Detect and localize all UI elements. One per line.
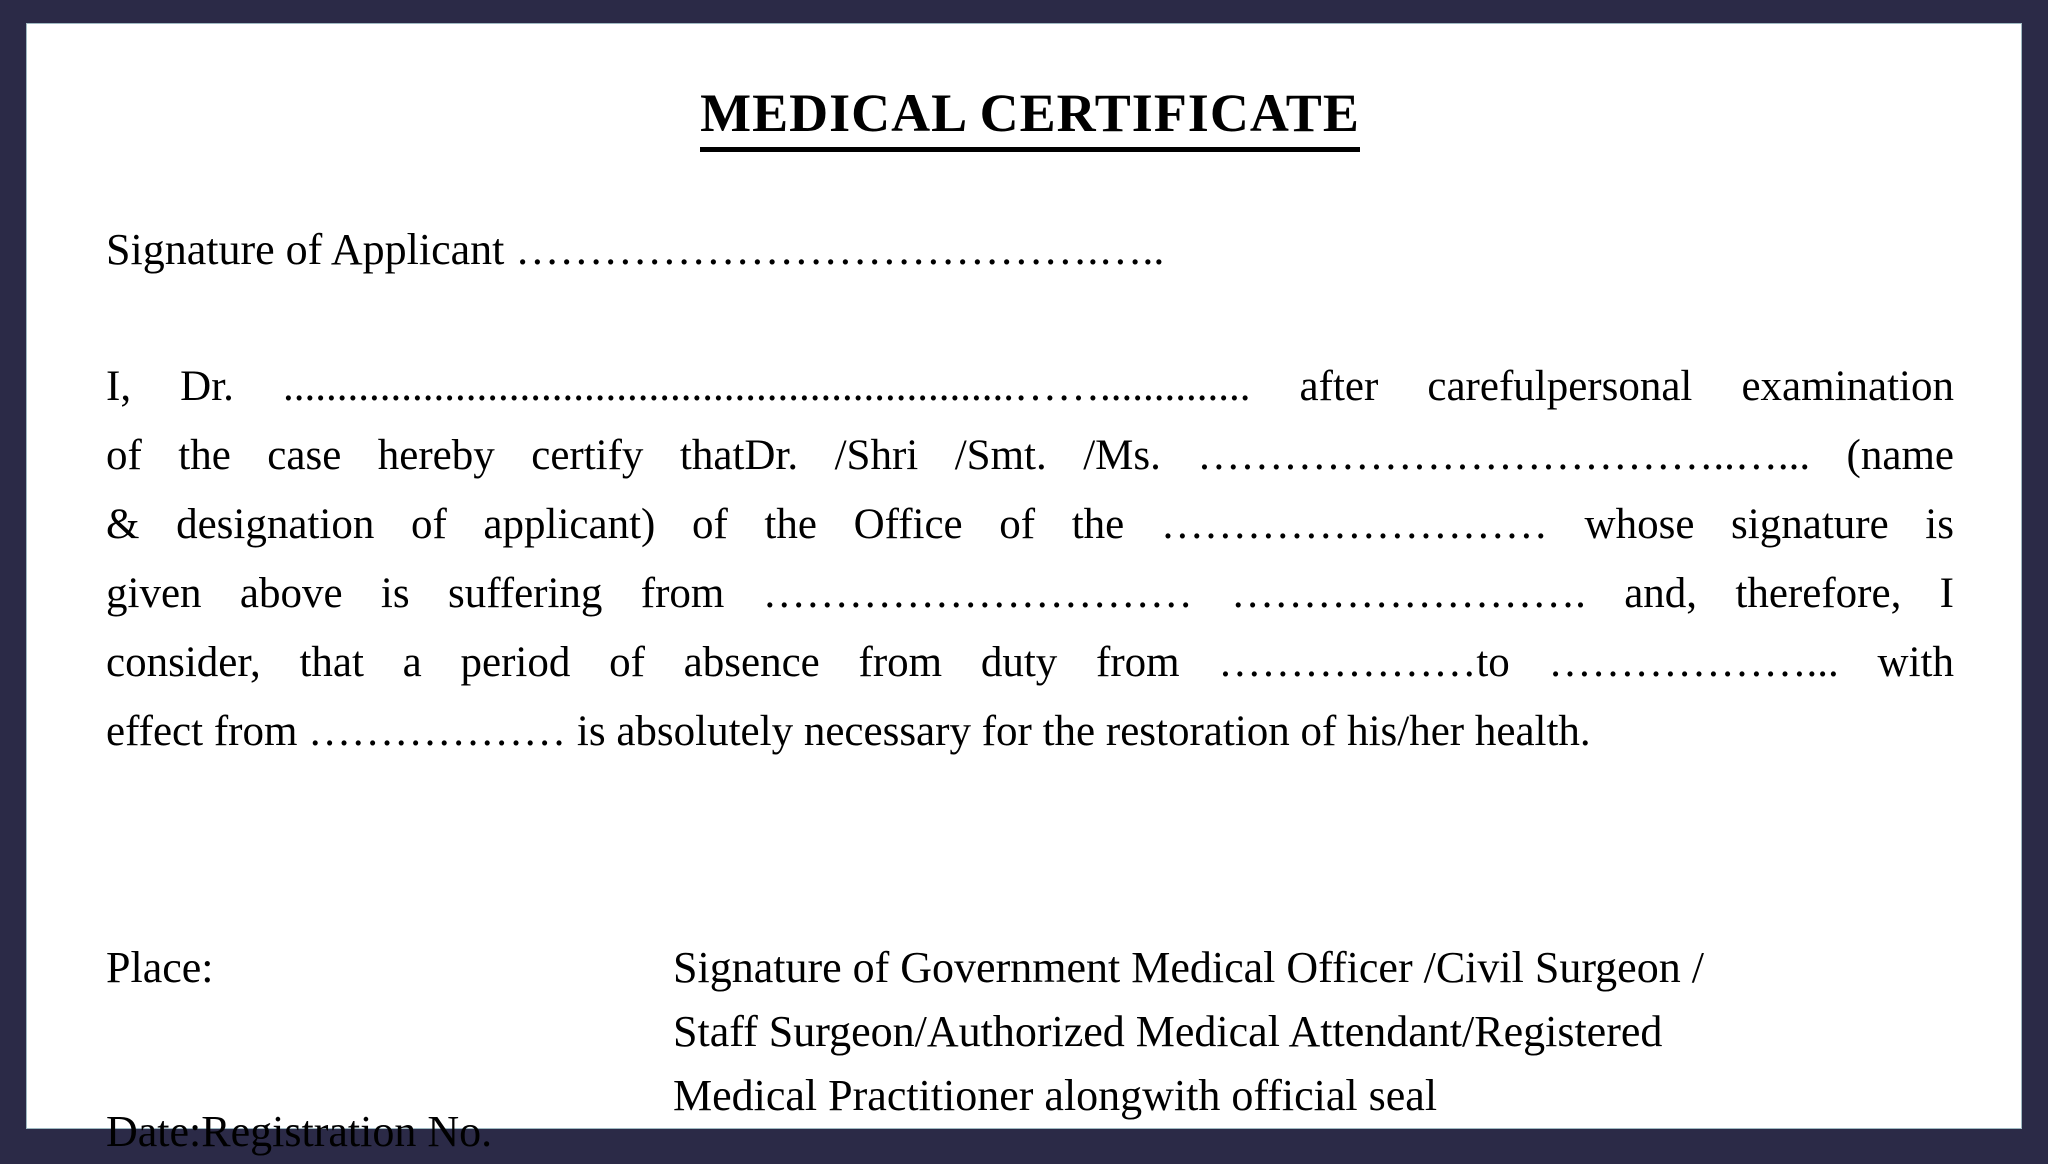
body-line-2: of the case hereby certify thatDr. /Shri /Smt. /Ms. ………………………………..…... (name [106,432,1954,479]
certificate-body [106,352,1954,766]
place-label: Place: [106,943,214,992]
date-registration-label: Date:Registration No. [106,1107,493,1156]
certificate-paper [26,23,2022,1156]
footer-left-column [106,936,673,1164]
officer-signature-line-2: Staff Surgeon/Authorized Medical Attendant/Registered [673,1007,1663,1056]
officer-signature-line-3: Medical Practitioner alongwith official seal [673,1071,1438,1120]
officer-signature-line-1: Signature of Government Medical Officer /Civil Surgeon / [673,943,1704,992]
footer-row [106,936,1954,1164]
body-line-5: consider, that a period of absence from duty from ………………to ………………... with [106,639,1954,686]
body-line-6: effect from ……………… is absolutely necessary for the restoration of his/her health. [106,708,1591,755]
body-line-1: I, Dr. ....................................................................…….............. after carefulpersonal examination [106,363,1954,410]
title-row [106,82,1954,152]
document-title: MEDICAL CERTIFICATE [700,82,1360,152]
body-line-4: given above is suffering from ………………………… ……………………. and, therefore, I [106,570,1954,617]
applicant-signature-line: Signature of Applicant ………………………………….….. [106,225,1165,274]
body-line-3: & designation of applicant) of the Office of the ……………………… whose signature is [106,501,1954,548]
officer-signature-block [673,936,1954,1128]
